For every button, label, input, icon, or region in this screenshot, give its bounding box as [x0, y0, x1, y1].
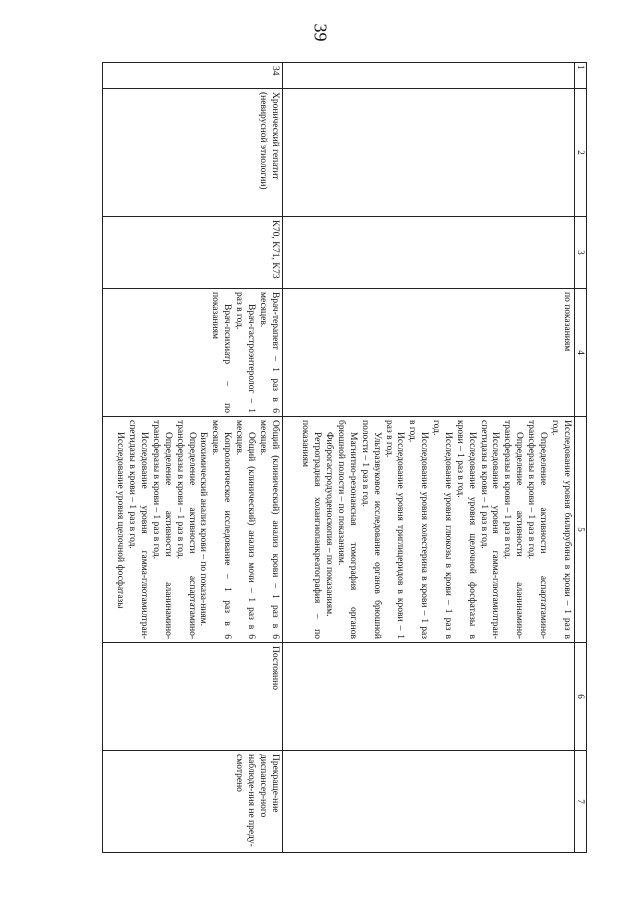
header-col-5: 5 [574, 417, 586, 643]
cell-specialists [103, 289, 283, 417]
list-item: Врач-гастроэнтеролог – 1 раз в год. [234, 292, 256, 413]
page-number: 39 [310, 23, 331, 42]
dispensary-table [102, 62, 587, 853]
cell-examinations [103, 417, 283, 643]
cell-duration [282, 643, 574, 751]
table-row-continued [282, 63, 574, 853]
examinations-list [114, 420, 280, 639]
rotated-table-container [102, 62, 587, 852]
list-item: Ретроградная холангиопанкреатография – по показаниям [300, 420, 323, 639]
header-col-1: 1 [574, 63, 586, 89]
list-item: Исследование уровня щелочной фосфатазы [115, 432, 126, 609]
list-item: Определение активности аспартатамино-трансферазы в крови – 1 раз в год. [174, 420, 197, 639]
cell-col-2 [282, 89, 574, 217]
observation-duration: Постоянно [103, 643, 283, 751]
list-item: Врач-психиатр – по показаниям [210, 292, 233, 413]
specialists-list [209, 292, 280, 413]
header-col-7: 7 [574, 751, 586, 853]
list-item: Копрологическое исследование – 1 раз в 6 месяцев. [210, 420, 233, 639]
cell-specialists: по показаниям [282, 289, 574, 417]
list-item: Биохимический анализ крови – по показа-ниям. [198, 432, 209, 627]
cell-col-3 [282, 217, 574, 289]
list-item: Определение активности аланинамино-трансферазы в крови – 1 раз в год. [502, 420, 525, 639]
cell-examinations [282, 417, 574, 643]
examinations-list [299, 420, 572, 639]
diagnosis-name: Хронический гепатит (невирусной этиологии) [103, 89, 283, 217]
list-item: Определение активности аланинамино-трансферазы в крови – 1 раз в год. [151, 420, 173, 639]
row-number: 34 [103, 63, 283, 89]
list-item: Определение активности аспартатамино-трансферазы в крови – 1 раз в год. [526, 420, 548, 639]
list-item: Общий (клинический) анализ мочи – 1 раз в 6 месяцев. [234, 420, 256, 639]
header-col-3: 3 [574, 217, 586, 289]
list-item: Исследование уровня гамма-глютамилтран-спетидазы в крови – 1 раз в год. [478, 420, 501, 639]
list-item: Общий (клинический) анализ крови – 1 раз в 6 месяцев. [257, 420, 280, 639]
list-item: Исследование уровня билирубина в крови – 1 раз в год. [549, 420, 572, 639]
header-col-4: 4 [574, 289, 586, 417]
list-item: Исследование уровня холестерина в крови – 1 раз в год. [407, 420, 430, 639]
header-col-2: 2 [574, 89, 586, 217]
list-item: Фиброгастродуоденоскопия – по показаниям. [324, 432, 335, 617]
cell-col-1 [282, 63, 574, 89]
termination-condition: Прекраще-ние диспансер-ного наблюде-ния не преду-смотрено [103, 751, 283, 853]
icd-codes: K70, K71, K73 [103, 217, 283, 289]
table-row-34 [103, 63, 283, 853]
header-row [574, 63, 586, 853]
list-item: Магнитно-резонансная томография органов брюшной полости – по показаниям. [336, 420, 358, 639]
list-item: Исследование уровня глюкозы в крови – 1 раз в год. [431, 420, 453, 639]
list-item: Врач-терапевт – 1 раз в 6 месяцев. [257, 292, 280, 413]
header-col-6: 6 [574, 643, 586, 751]
list-item: Исследование уровня щелочной фосфатазы в крови – 1 раз в год. [454, 420, 477, 639]
list-item: Ультразвуковое исследование органов брюшной полости – 1 раз в год. [359, 420, 382, 639]
cell-termination [282, 751, 574, 853]
list-item: Исследование уровня гамма-глютамилтран-спетидазы в крови – 1 раз в год. [127, 420, 150, 639]
list-item: Исследование уровня триглицеридов в крови – 1 раз в год. [383, 420, 406, 639]
